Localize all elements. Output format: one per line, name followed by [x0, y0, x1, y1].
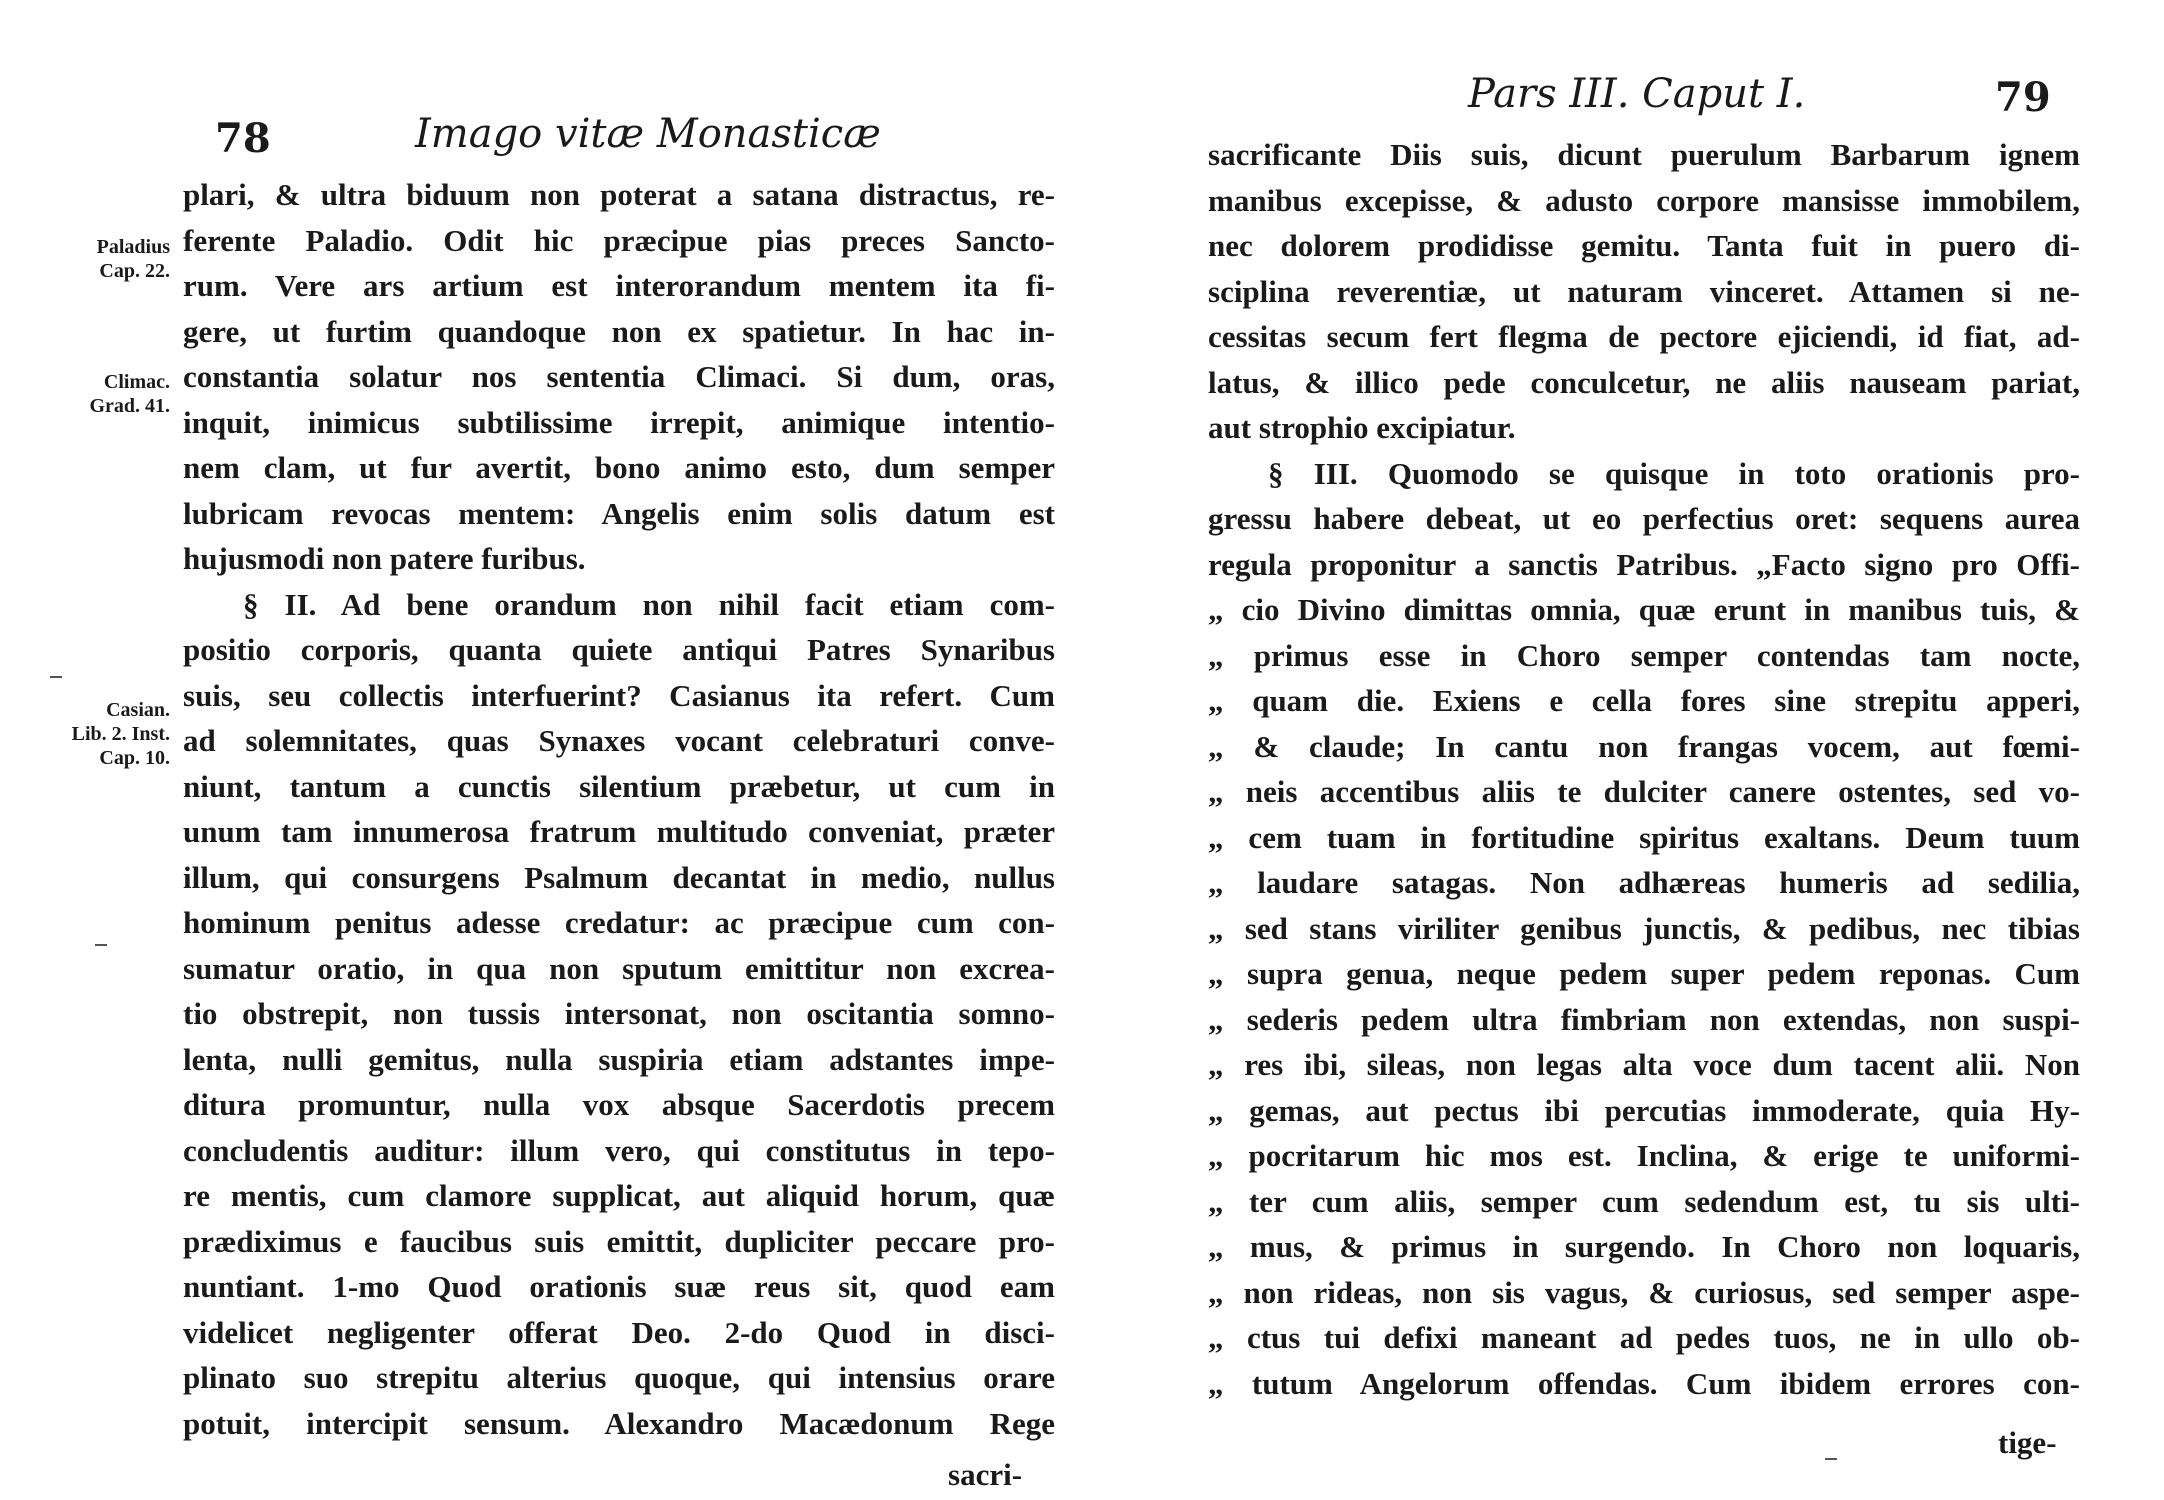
text-line: rum. Vere ars artium est interorandum mentem ita fi-: [183, 268, 1055, 303]
text-line: inquit, inimicus subtilissime irrepit, animique intentio-: [183, 404, 1055, 440]
margin-note-casian: Casian. Lib. 2. Inst. Cap. 10.: [71, 699, 170, 769]
text-line: sacrificante Diis suis, dicunt puerulum Barbarum ignem: [1208, 137, 2080, 172]
text-line: positio corporis, quanta quiete antiqui Patres Synaribus: [183, 632, 1055, 667]
text-line: aut strophio excipiatur.: [1208, 410, 1516, 445]
text-line: gere, ut furtim quandoque non ex spatietur. In hac in-: [183, 313, 1055, 349]
text-line: sumatur oratio, in qua non sputum emittitur non excrea-: [183, 950, 1055, 986]
text-line: „ primus esse in Choro semper contendas tam nocte,: [1208, 637, 2080, 673]
text-line: „ sed stans viriliter genibus junctis, & pedibus, nec tibias: [1208, 910, 2080, 946]
text-line: „ res ibi, sileas, non legas alta voce dum tacent alii. Non: [1208, 1047, 2080, 1082]
right-page: [1080, 0, 2164, 1500]
text-line: „ & claude; In cantu non frangas vocem, aut fœmi-: [1208, 728, 2080, 764]
text-line: „ cem tuam in fortitudine spiritus exaltans. Deum tuum: [1208, 819, 2080, 855]
text-line: nec dolorem prodidisse gemitu. Tanta fuit in puero di-: [1208, 228, 2080, 263]
catchword: tige-: [1998, 1425, 2057, 1460]
margin-note-paladius: Paladius Cap. 22.: [96, 236, 170, 282]
text-line: illum, qui consurgens Psalmum decantat in medio, nullus: [183, 859, 1055, 895]
text-line: „ laudare satagas. Non adhæreas humeris ad sedilia,: [1208, 865, 2080, 900]
text-line: suis, seu collectis interfuerint? Casianus ita refert. Cum: [183, 677, 1055, 713]
text-line: concludentis auditur: illum vero, qui constitutus in tepo-: [183, 1132, 1055, 1168]
text-line: cessitas secum fert flegma de pectore ejiciendi, id fiat, ad-: [1208, 319, 2080, 354]
text-line: ditura promuntur, nulla vox absque Sacerdotis precem: [183, 1087, 1055, 1122]
text-line: „ ctus tui defixi maneant ad pedes tuos, ne in ullo ob-: [1208, 1320, 2080, 1355]
text-line: lubricam revocas mentem: Angelis enim solis datum est: [183, 495, 1055, 531]
text-line: niunt, tantum a cunctis silentium præbetur, ut cum in: [183, 768, 1055, 804]
body-text: [183, 172, 1055, 1446]
text-line: plari, & ultra biduum non poterat a satana distractus, re-: [183, 177, 1055, 212]
text-line: potuit, intercipit sensum. Alexandro Macædonum Rege: [183, 1405, 1055, 1441]
page-number: 78: [215, 115, 271, 162]
margin-mark: [1825, 1458, 1837, 1460]
margin-mark: [50, 676, 62, 678]
text-line: „ quam die. Exiens e cella fores sine strepitu apperi,: [1208, 683, 2080, 718]
margin-note-climac: Climac. Grad. 41.: [89, 371, 170, 417]
text-line: manibus excepisse, & adusto corpore mansisse immobilem,: [1208, 182, 2080, 218]
text-line: „ sederis pedem ultra fimbriam non extendas, non suspi-: [1208, 1001, 2080, 1037]
text-line: nem clam, ut fur avertit, bono animo esto, dum semper: [183, 450, 1055, 485]
text-line: latus, & illico pede conculcetur, ne aliis nauseam pariat,: [1208, 364, 2080, 400]
text-line: nuntiant. 1-mo Quod orationis suæ reus sit, quod eam: [183, 1269, 1055, 1304]
page-number: 79: [1995, 74, 2051, 121]
text-line: gressu habere debeat, ut eo perfectius oret: sequens aurea: [1208, 501, 2080, 536]
text-line: tio obstrepit, non tussis intersonat, non oscitantia somno-: [183, 996, 1055, 1031]
left-page: [0, 0, 1080, 1500]
text-line: lenta, nulli gemitus, nulla suspiria etiam adstantes impe-: [183, 1041, 1055, 1077]
text-line: „ cio Divino dimittas omnia, quæ erunt in manibus tuis, &: [1208, 592, 2080, 627]
text-line: hominum penitus adesse credatur: ac præcipue cum con-: [183, 905, 1055, 940]
text-line: prædiximus e faucibus suis emittit, dupliciter peccare pro-: [183, 1223, 1055, 1259]
text-line: videlicet negligenter offerat Deo. 2-do Quod in disci-: [183, 1314, 1055, 1350]
text-line: ad solemnitates, quas Synaxes vocant celebraturi conve-: [183, 723, 1055, 758]
text-line: re mentis, cum clamore supplicat, aut aliquid horum, quæ: [183, 1178, 1055, 1213]
text-line: „ tutum Angelorum offendas. Cum ibidem errores con-: [1208, 1365, 2080, 1401]
text-line: unum tam innumerosa fratrum multitudo conveniat, præter: [183, 814, 1055, 849]
text-line: „ gemas, aut pectus ibi percutias immoderate, quia Hy-: [1208, 1092, 2080, 1128]
text-line: sciplina reverentiæ, ut naturam vinceret. Attamen si ne-: [1208, 273, 2080, 309]
section-heading-line: § II. Ad bene orandum non nihil facit etiam com-: [243, 586, 1055, 622]
text-line: „ pocritarum hic mos est. Inclina, & erige te uniformi-: [1208, 1138, 2080, 1173]
text-line: ferente Paladio. Odit hic præcipue pias preces Sancto-: [183, 222, 1055, 258]
text-line: „ mus, & primus in surgendo. In Choro non loquaris,: [1208, 1229, 2080, 1264]
text-line: „ neis accentibus aliis te dulciter canere ostentes, sed vo-: [1208, 774, 2080, 809]
margin-mark: [95, 944, 107, 946]
text-line: constantia solatur nos sententia Climaci. Si dum, oras,: [183, 359, 1055, 394]
running-head: Imago vitæ Monasticæ: [415, 111, 881, 157]
text-line: „ non rideas, non sis vagus, & curiosus, sed semper aspe-: [1208, 1274, 2080, 1310]
text-line: hujusmodi non patere furibus.: [183, 541, 586, 576]
body-text: [1208, 132, 2080, 1406]
text-line: „ ter cum aliis, semper cum sedendum est, tu sis ulti-: [1208, 1183, 2080, 1219]
text-line: „ supra genua, neque pedem super pedem reponas. Cum: [1208, 956, 2080, 991]
catchword: sacri-: [948, 1457, 1023, 1492]
text-line: plinato suo strepitu alterius quoque, qui intensius orare: [183, 1360, 1055, 1395]
section-heading-line: § III. Quomodo se quisque in toto orationis pro-: [1268, 455, 2080, 491]
running-head: Pars III. Caput I.: [1468, 71, 1806, 117]
text-line: regula proponitur a sanctis Patribus. „Facto signo pro Offi-: [1208, 546, 2080, 582]
